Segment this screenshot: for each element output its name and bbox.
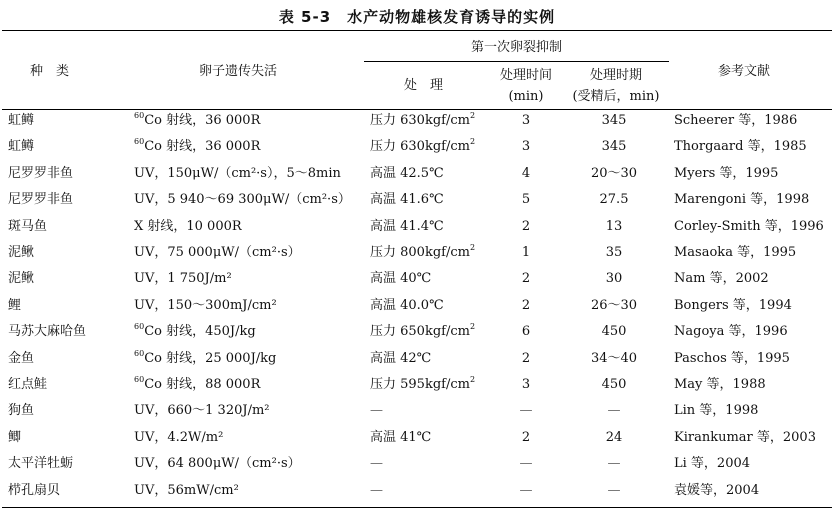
cell-text: 高温 42℃ [370, 351, 432, 366]
cell-species [8, 219, 47, 235]
cell-period [562, 351, 666, 367]
header-period: 处理时期 [589, 68, 642, 83]
cell-text: 3 [521, 139, 531, 154]
cell-text: 虹鳟 [8, 113, 35, 128]
cell-time [488, 324, 564, 340]
cell-method [134, 456, 301, 472]
cell-species [8, 166, 73, 182]
cell-species [8, 245, 34, 261]
cell-text: Paschos 等，1995 [674, 351, 790, 366]
cell-text: — [370, 456, 383, 471]
cell-ref [674, 298, 792, 314]
cell-treatment [370, 298, 444, 314]
cell-text: UV，75 000μW/（cm²·s） [134, 245, 301, 260]
cell-text: UV，56mW/cm² [134, 483, 239, 498]
cell-text: 高温 41℃ [370, 430, 432, 445]
cell-species [8, 298, 21, 314]
cell-ref [674, 271, 769, 287]
cell-time [488, 192, 564, 208]
cell-text: — [519, 456, 533, 471]
cell-text: 斑马鱼 [8, 219, 48, 234]
cell-text: 30 [605, 271, 623, 286]
cell-text: Lin 等，1998 [674, 403, 759, 418]
cell-text: 6 [521, 324, 531, 339]
cell-time [488, 219, 564, 235]
isotope-superscript: 60 [134, 321, 145, 331]
cell-text: Co 射线，88 000R [144, 377, 261, 392]
cell-text: 尼罗罗非鱼 [8, 166, 74, 181]
cell-text: — [607, 403, 621, 418]
cell-text: — [607, 483, 621, 498]
unit-superscript: 2 [469, 110, 476, 120]
cell-treatment [370, 242, 476, 261]
cell-text: 2 [521, 298, 531, 313]
cell-ref [674, 324, 788, 340]
cell-text: Co 射线，36 000R [144, 113, 261, 128]
cell-text: 450 [601, 324, 627, 339]
cell-species [8, 113, 34, 129]
unit-superscript: 2 [469, 136, 476, 146]
cell-period [562, 166, 666, 182]
cell-text: May 等，1988 [674, 377, 766, 392]
cell-text: 袁媛等，2004 [674, 483, 760, 498]
cell-text: 2 [521, 351, 531, 366]
cell-ref [674, 483, 759, 499]
cell-text: X 射线，10 000R [134, 219, 242, 234]
cell-ref [674, 430, 816, 446]
cell-treatment [370, 110, 476, 129]
cell-text: — [607, 456, 621, 471]
cell-treatment [370, 321, 476, 340]
cell-text: 泥鳅 [8, 245, 35, 260]
cell-text: 压力 650kgf/cm [370, 324, 470, 339]
cell-text: Masaoka 等，1995 [674, 245, 797, 260]
cell-time [488, 166, 564, 182]
cell-method [134, 166, 341, 182]
cell-treatment [370, 192, 444, 208]
unit-superscript: 2 [469, 321, 476, 331]
cell-text: 4 [521, 166, 531, 181]
cell-time [488, 271, 564, 287]
cell-period [562, 298, 666, 314]
cell-species [8, 351, 34, 367]
header-reference: 参考文献 [718, 64, 771, 79]
cell-text: 3 [521, 113, 531, 128]
cell-text: Thorgaard 等，1985 [674, 139, 807, 154]
cell-text: 狗鱼 [8, 403, 35, 418]
header-rule [2, 109, 832, 110]
cell-period [562, 219, 666, 235]
cell-text: 20～30 [590, 166, 638, 181]
cell-text: 高温 42.5℃ [370, 166, 444, 181]
cell-treatment [370, 166, 444, 182]
cell-method [134, 298, 277, 314]
cell-method [134, 374, 261, 393]
cell-species [8, 192, 73, 208]
cell-treatment [370, 456, 383, 472]
cell-text: Bongers 等，1994 [674, 298, 792, 313]
cell-text: 压力 630kgf/cm [370, 139, 470, 154]
cell-species [8, 271, 34, 287]
cell-text: — [370, 483, 383, 498]
cell-treatment [370, 271, 431, 287]
cell-period [562, 403, 666, 419]
cell-text: Nam 等，2002 [674, 271, 769, 286]
cell-ref [674, 192, 809, 208]
cell-text: UV，150μW/（cm²·s），5～8min [134, 166, 341, 181]
cell-text: 34～40 [590, 351, 638, 366]
cell-time [488, 456, 564, 472]
cell-text: 金鱼 [8, 351, 35, 366]
cell-period [562, 430, 666, 446]
cell-time [488, 298, 564, 314]
unit-superscript: 2 [469, 242, 476, 252]
group-underline [364, 61, 669, 62]
cell-time [488, 430, 564, 446]
header-species: 种 类 [30, 64, 70, 79]
cell-text: UV，1 750J/m² [134, 271, 232, 286]
cell-text: 24 [605, 430, 623, 445]
cell-period [562, 192, 666, 208]
cell-text: Myers 等，1995 [674, 166, 779, 181]
cell-method [134, 403, 270, 419]
cell-text: Co 射线，36 000R [144, 139, 261, 154]
cell-text: 27.5 [599, 192, 629, 207]
cell-species [8, 483, 60, 499]
cell-text: Nagoya 等，1996 [674, 324, 788, 339]
cell-text: — [519, 403, 533, 418]
cell-treatment [370, 403, 383, 419]
cell-method [134, 192, 351, 208]
cell-species [8, 403, 34, 419]
cell-text: 高温 41.6℃ [370, 192, 444, 207]
cell-method [134, 136, 261, 155]
cell-species [8, 377, 47, 393]
cell-time [488, 403, 564, 419]
top-rule [2, 30, 832, 31]
cell-text: 高温 41.4℃ [370, 219, 444, 234]
header-treatment: 处 理 [404, 78, 444, 93]
cell-treatment [370, 374, 476, 393]
cell-text: 马苏大麻哈鱼 [8, 324, 87, 339]
cell-text: 高温 40℃ [370, 271, 432, 286]
header-period-unit: (受精后，min) [572, 89, 660, 104]
cell-text: UV，4.2W/m² [134, 430, 224, 445]
header-first-cleavage: 第一次卵裂抑制 [470, 40, 562, 55]
isotope-superscript: 60 [134, 110, 145, 120]
cell-text: 压力 800kgf/cm [370, 245, 470, 260]
cell-method [134, 430, 223, 446]
cell-method [134, 321, 256, 340]
cell-text: 2 [521, 430, 531, 445]
header-egg-inactivation: 卵子遗传失活 [199, 64, 278, 79]
cell-text: Co 射线，450J/kg [144, 324, 256, 339]
cell-time [488, 113, 564, 129]
cell-text: 压力 630kgf/cm [370, 113, 470, 128]
isotope-superscript: 60 [134, 348, 145, 358]
cell-period [562, 113, 666, 129]
cell-text: 1 [521, 245, 531, 260]
cell-ref [674, 377, 766, 393]
cell-species [8, 456, 73, 472]
isotope-superscript: 60 [134, 136, 145, 146]
cell-treatment [370, 351, 431, 367]
cell-text: 鲤 [8, 298, 22, 313]
cell-text: 35 [605, 245, 623, 260]
cell-time [488, 139, 564, 155]
cell-text: 3 [521, 377, 531, 392]
cell-text: 450 [601, 377, 627, 392]
cell-text: Marengoni 等，1998 [674, 192, 810, 207]
cell-treatment [370, 430, 431, 446]
cell-ref [674, 351, 790, 367]
cell-text: UV，64 800μW/（cm²·s） [134, 456, 301, 471]
cell-ref [674, 219, 824, 235]
header-time-unit: (min) [508, 89, 544, 104]
cell-method [134, 271, 232, 287]
cell-method [134, 219, 242, 235]
cell-period [562, 245, 666, 261]
cell-text: — [519, 483, 533, 498]
cell-time [488, 377, 564, 393]
cell-treatment [370, 483, 383, 499]
cell-text: Li 等，2004 [674, 456, 751, 471]
cell-text: Co 射线，25 000J/kg [144, 351, 277, 366]
cell-text: 压力 595kgf/cm [370, 377, 470, 392]
cell-text: 2 [521, 219, 531, 234]
cell-time [488, 483, 564, 499]
cell-text: 13 [605, 219, 623, 234]
cell-period [562, 483, 666, 499]
header-time: 处理时间 [499, 68, 552, 83]
cell-species [8, 139, 34, 155]
cell-text: Kirankumar 等，2003 [674, 430, 816, 445]
cell-ref [674, 245, 796, 261]
unit-superscript: 2 [469, 374, 476, 384]
cell-text: 尼罗罗非鱼 [8, 192, 74, 207]
cell-text: — [370, 403, 383, 418]
cell-ref [674, 166, 778, 182]
cell-treatment [370, 136, 476, 155]
cell-text: 栉孔扇贝 [8, 483, 61, 498]
cell-species [8, 324, 86, 340]
cell-time [488, 245, 564, 261]
cell-text: 虹鳟 [8, 139, 35, 154]
cell-species [8, 430, 21, 446]
cell-text: 2 [521, 271, 531, 286]
cell-text: 345 [601, 113, 627, 128]
cell-text: UV，660～1 320J/m² [134, 403, 270, 418]
cell-ref [674, 456, 750, 472]
cell-period [562, 377, 666, 393]
cell-text: 红点鲑 [8, 377, 48, 392]
cell-method [134, 483, 239, 499]
table-title: 表 5-3 水产动物雄核发育诱导的实例 [278, 8, 556, 26]
cell-text: UV，5 940～69 300μW/（cm²·s） [134, 192, 351, 207]
cell-method [134, 110, 261, 129]
cell-method [134, 245, 301, 261]
cell-time [488, 351, 564, 367]
cell-text: 345 [601, 139, 627, 154]
cell-ref [674, 139, 807, 155]
cell-text: UV，150～300mJ/cm² [134, 298, 277, 313]
cell-ref [674, 403, 758, 419]
cell-text: Scheerer 等，1986 [674, 113, 798, 128]
cell-period [562, 324, 666, 340]
cell-text: 泥鳅 [8, 271, 35, 286]
isotope-superscript: 60 [134, 374, 145, 384]
cell-text: 鲫 [8, 430, 22, 445]
cell-period [562, 271, 666, 287]
cell-text: 26～30 [590, 298, 638, 313]
cell-method [134, 348, 277, 367]
cell-text: 5 [521, 192, 531, 207]
cell-text: 高温 40.0℃ [370, 298, 444, 313]
bottom-rule [2, 507, 832, 508]
cell-text: Corley-Smith 等，1996 [674, 219, 824, 234]
cell-text: 太平洋牡蛎 [8, 456, 74, 471]
cell-ref [674, 113, 797, 129]
cell-period [562, 139, 666, 155]
cell-period [562, 456, 666, 472]
cell-treatment [370, 219, 444, 235]
